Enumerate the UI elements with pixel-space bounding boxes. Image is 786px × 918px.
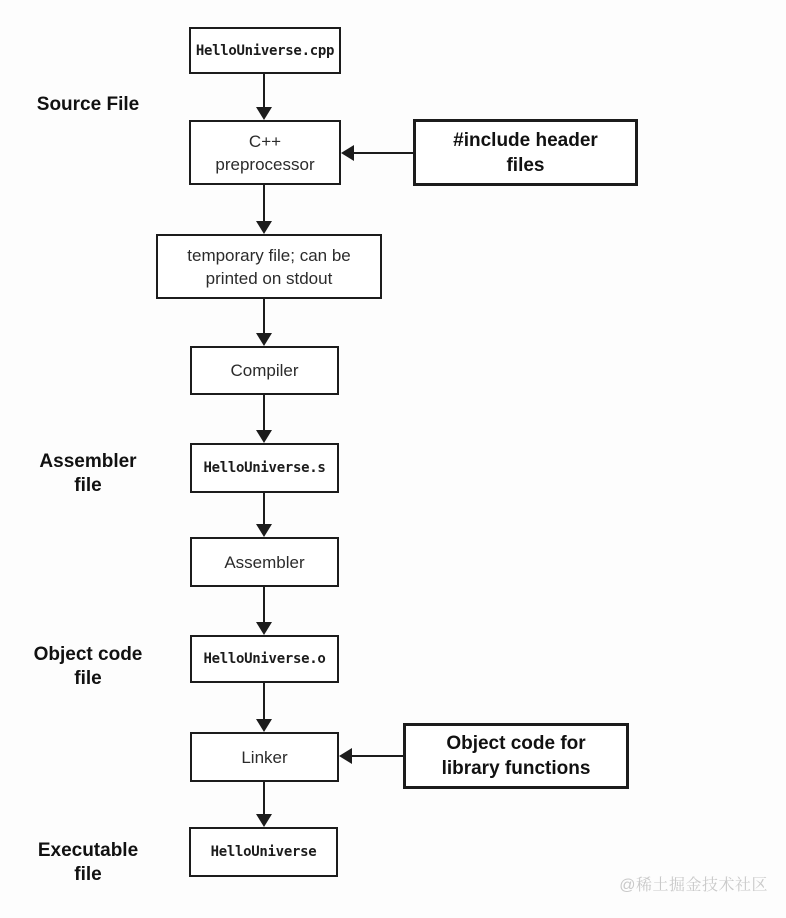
arrow-down-icon: [250, 782, 278, 827]
arrow-down-icon: [250, 395, 278, 443]
library-objects-label-line1: Object code for: [446, 733, 586, 754]
temporary-file-label-line2: printed on stdout: [205, 268, 333, 288]
arrow-down-icon: [250, 587, 278, 635]
include-header-label-line1: #include header: [453, 129, 598, 151]
arrow-left-icon: [341, 144, 413, 162]
arrow-down-icon: [250, 683, 278, 732]
assembler-label: Assembler: [224, 552, 305, 572]
include-header-box: [413, 119, 638, 186]
library-objects-label-line2: library functions: [441, 758, 591, 779]
object-file-box: [190, 635, 339, 683]
stage-label-object-line2: file: [74, 668, 102, 689]
arrow-down-icon: [250, 493, 278, 537]
assembler-box: [190, 537, 339, 587]
executable-box: [189, 827, 338, 877]
assembler-file-box: [190, 443, 339, 493]
source-file-label: HelloUniverse.cpp: [195, 42, 335, 59]
stage-label-executable-file: [8, 839, 168, 887]
executable-label: HelloUniverse: [210, 844, 317, 860]
stage-label-object-code-file: [8, 643, 168, 691]
stage-label-source-file: [18, 93, 158, 117]
temporary-file-label-line1: temporary file; can be: [187, 245, 351, 265]
linker-box: [190, 732, 339, 782]
stage-label-assembler-file: [18, 450, 158, 498]
stage-label-executable-line2: file: [74, 864, 102, 885]
stage-label-executable-line1: Executable: [37, 840, 139, 861]
arrow-down-icon: [250, 185, 278, 234]
source-file-box: [189, 27, 341, 74]
temporary-file-box: [156, 234, 382, 299]
stage-label-assembler-line1: Assembler: [39, 451, 137, 472]
arrow-left-icon: [339, 747, 403, 765]
include-header-label-line2: files: [506, 154, 545, 176]
arrow-down-icon: [250, 299, 278, 346]
preprocessor-label-line2: preprocessor: [215, 154, 315, 174]
library-objects-box: [403, 723, 629, 789]
assembler-file-label: HelloUniverse.s: [203, 460, 326, 476]
preprocessor-label-line1: C++: [248, 131, 282, 151]
arrow-down-icon: [250, 74, 278, 120]
linker-label: Linker: [241, 747, 288, 767]
compiler-box: [190, 346, 339, 395]
object-file-label: HelloUniverse.o: [203, 651, 326, 667]
stage-label-assembler-line2: file: [74, 475, 102, 496]
stage-label-source-file-text: Source File: [36, 94, 140, 115]
preprocessor-box: [189, 120, 341, 185]
watermark: @稀土掘金技术社区: [619, 877, 768, 894]
stage-label-object-line1: Object code: [33, 644, 143, 665]
compiler-label: Compiler: [230, 361, 299, 380]
